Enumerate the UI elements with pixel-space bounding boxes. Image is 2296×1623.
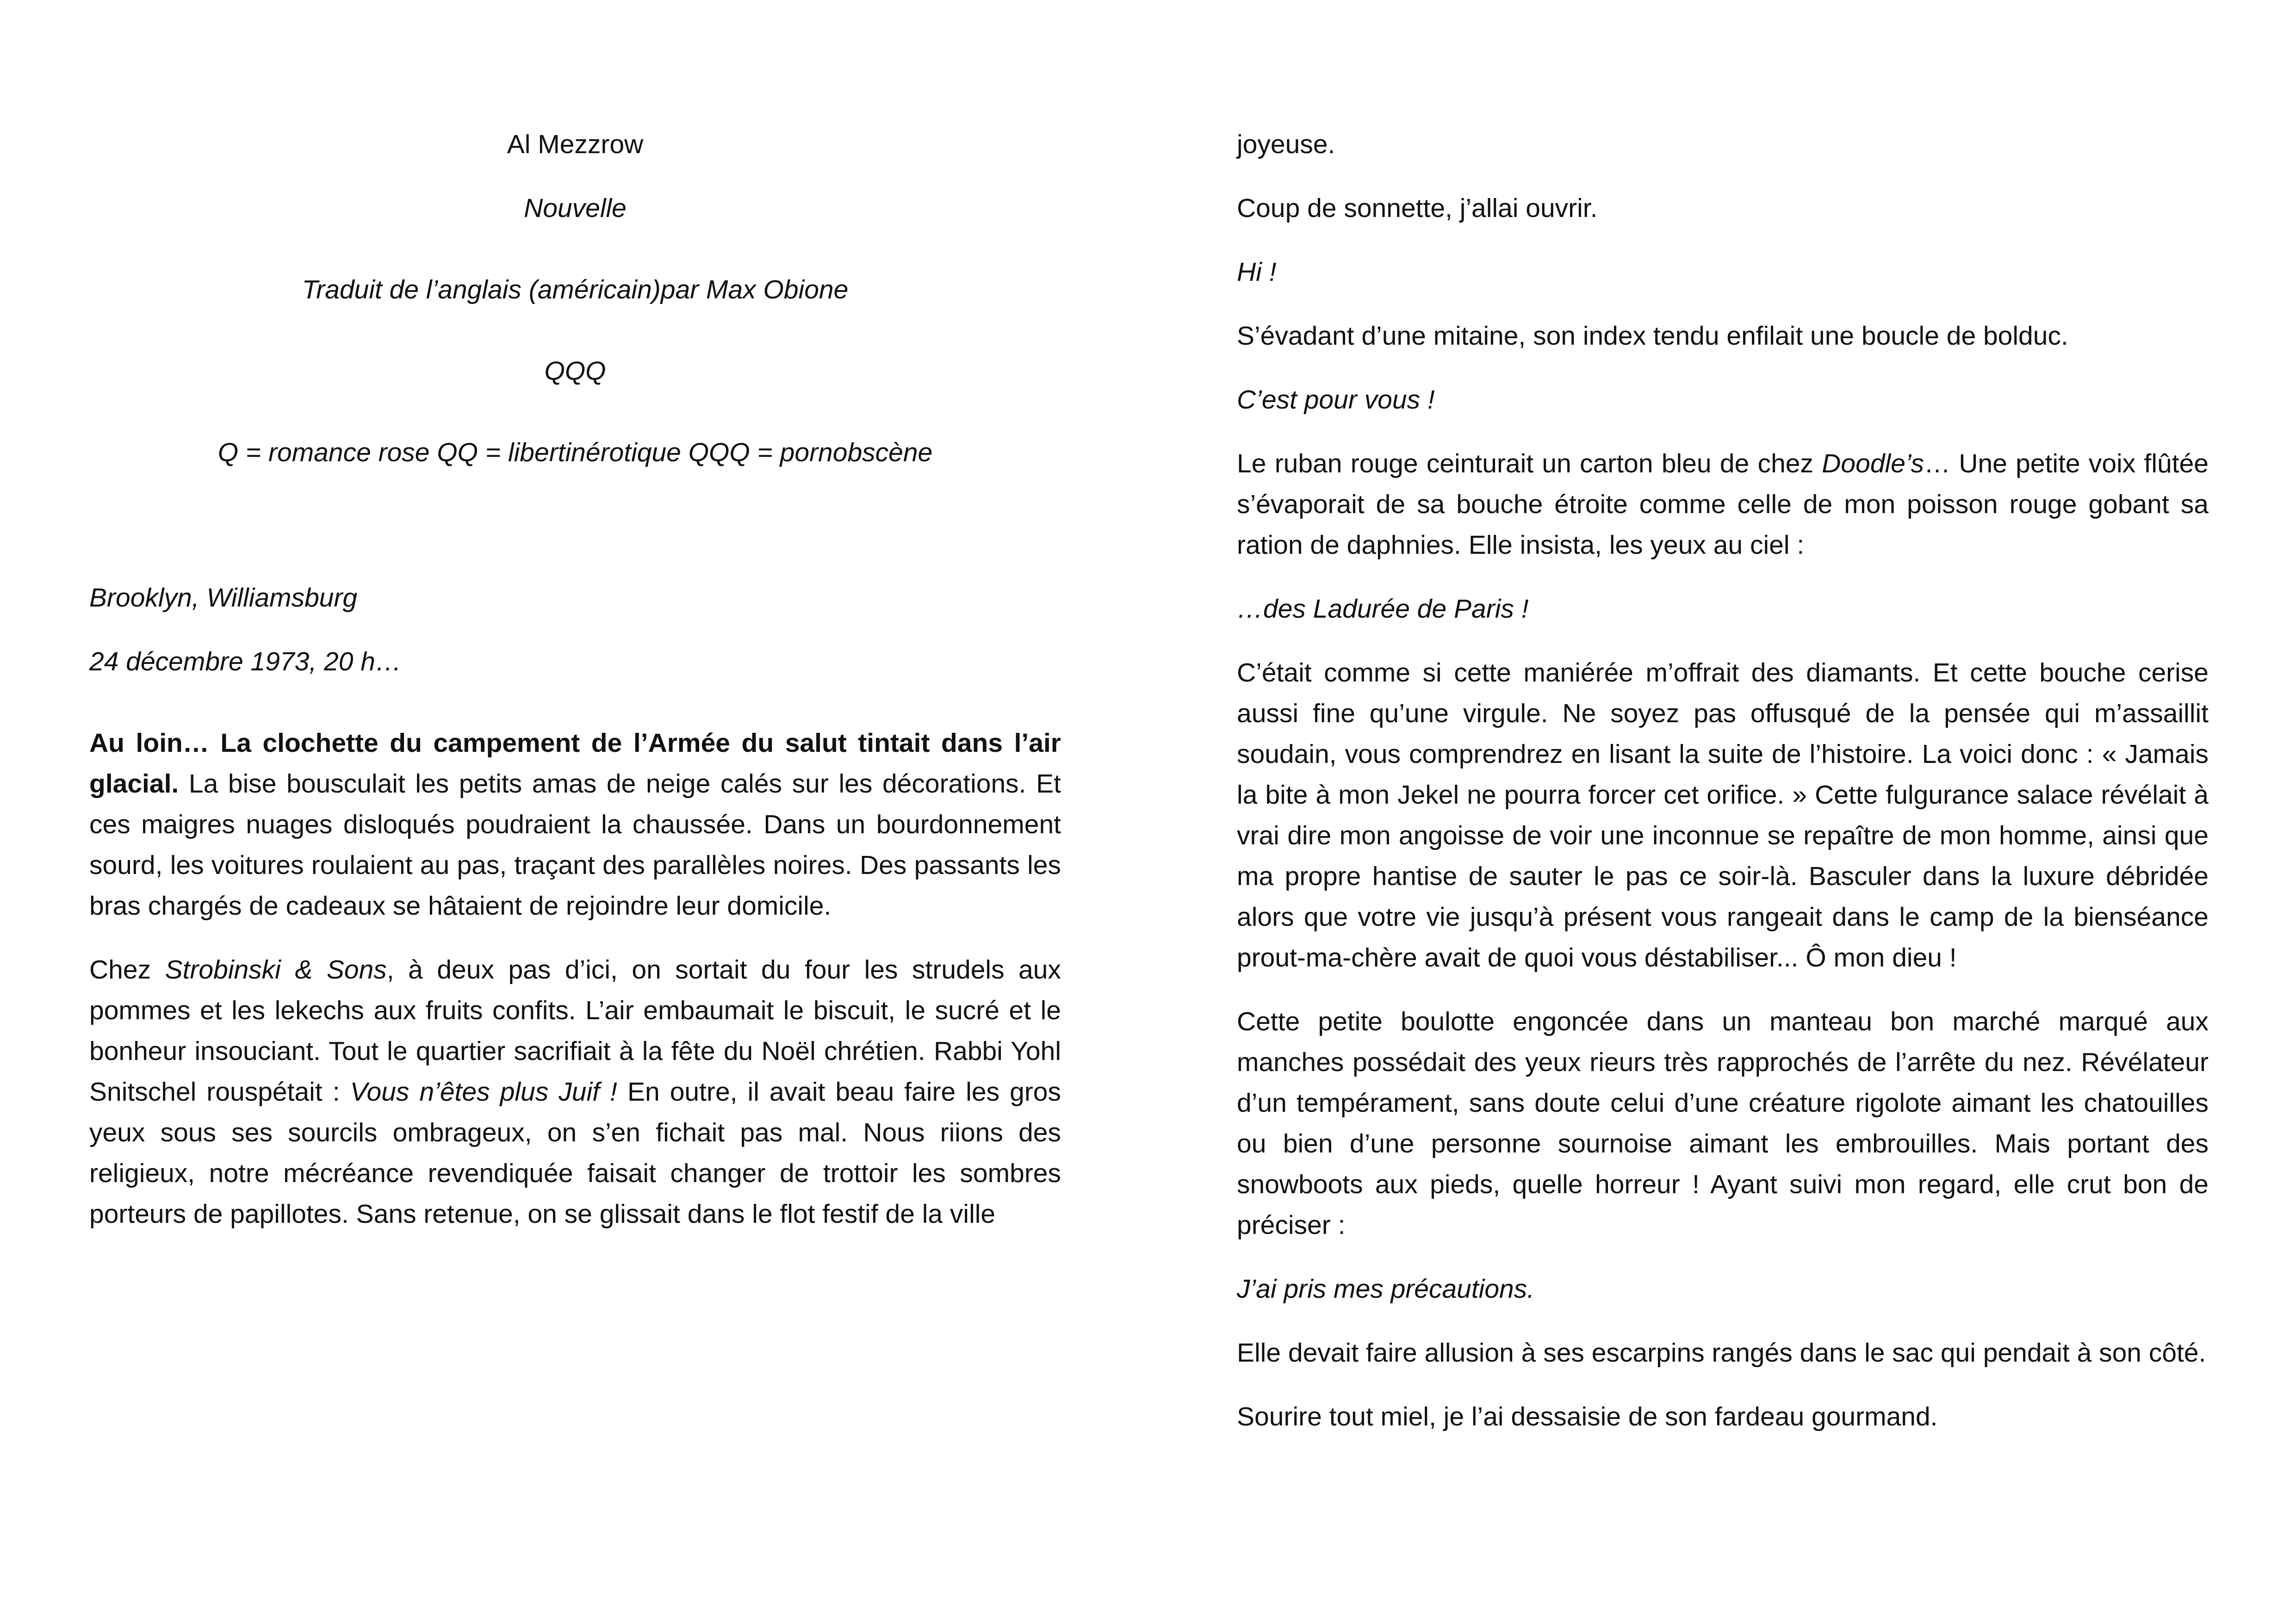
paragraph-escarpins: Elle devait faire allusion à ses escarpins rangés dans le sac qui pendait à son côté. xyxy=(1237,1338,2206,1368)
paragraph-ribbon-start: Le ruban rouge ceinturait un carton bleu de chez xyxy=(1237,449,1822,478)
brand-name: Doodle’s xyxy=(1822,449,1924,478)
paragraph-2-start: Chez xyxy=(89,955,165,985)
dialogue-laduree: …des Ladurée de Paris ! xyxy=(1237,594,1529,624)
paragraph-mitten: S’évadant d’une mitaine, son index tendu enfilait une boucle de bolduc. xyxy=(1237,321,2068,351)
paragraph-ribbon-end: … Une petite voix flûtée s’évaporait de sa bouche étroite comme celle de mon poisson rouge gobant sa ration de daphnies. Elle insista, les yeux au ciel : xyxy=(1237,449,2209,560)
paragraph-smile: Sourire tout miel, je l’ai dessaisie de son fardeau gourmand. xyxy=(1237,1402,1938,1431)
paragraph-doorbell: Coup de sonnette, j’allai ouvrir. xyxy=(1237,193,1598,223)
rabbi-quote: Vous n’êtes plus Juif ! xyxy=(350,1077,617,1107)
genre-label: Nouvelle xyxy=(524,193,627,223)
translator-credit: Traduit de l’anglais (américain)par Max Obione xyxy=(302,275,849,304)
paragraph-continuation: joyeuse. xyxy=(1237,130,1335,159)
story-date: 24 décembre 1973, 20 h… xyxy=(89,647,402,676)
paragraph-2-middle: , à deux pas d’ici, on sortait du four les strudels aux pommes et les lekechs aux fruits confits. L’air embaumait le biscuit, le sucré et le bonheur insouciant. Tout le quartier sacrifiait à la fête du Noël chrétien. Rabbi Yohl Snitschel rouspétait : xyxy=(89,955,1061,1107)
paragraph-1 xyxy=(89,723,1061,926)
paragraph-ribbon xyxy=(1237,443,2209,565)
rating-label: QQQ xyxy=(544,356,606,386)
rating-legend: Q = romance rose QQ = libertinérotique QQQ = pornobscène xyxy=(217,438,933,467)
dialogue-precautions: J’ai pris mes précautions. xyxy=(1237,1274,1535,1304)
left-column xyxy=(89,124,1061,1258)
right-column xyxy=(1237,124,2209,1460)
paragraph-description: Cette petite boulotte engoncée dans un manteau bon marché marqué aux manches possédait des yeux rieurs très rapprochés de l’arrête du nez. Révélateur d’un tempérament, sans doute celui d’une créature rigolote aimant les chatouilles ou bien d’une personne sournoise aimant les embrouilles. Mais portant des snowboots aux pieds, quelle horreur ! Ayant suivi mon regard, elle crut bon de préciser : xyxy=(1237,1007,2209,1240)
dialogue-hi: Hi ! xyxy=(1237,257,1277,287)
shop-name: Strobinski & Sons xyxy=(165,955,387,985)
story-place: Brooklyn, Williamsburg xyxy=(89,583,358,613)
paragraph-1-body: La bise bousculait les petits amas de neige calés sur les décorations. Et ces maigres nuages disloqués poudraient la chaussée. Dans un bourdonnement sourd, les voitures roulaient au pas, traçant des parallèles noires. Des passants les bras chargés de cadeaux se hâtaient de rejoindre leur domicile. xyxy=(89,769,1061,921)
paragraph-2-end: En outre, il avait beau faire les gros yeux sous ses sourcils ombrageux, on s’en fichait pas mal. Nous riions des religieux, notre mécréance revendiquée faisait changer de trottoir les sombres porteurs de papillotes. Sans retenue, on se glissait dans le flot festif de la ville xyxy=(89,1077,1061,1229)
paragraph-1-lead: Au loin… La clochette du campement de l’Armée du salut tintait dans l’air glacial. xyxy=(89,728,1061,799)
dialogue-for-you: C’est pour vous ! xyxy=(1237,385,1435,415)
author-name: Al Mezzrow xyxy=(507,130,644,159)
paragraph-2 xyxy=(89,949,1061,1234)
paragraph-diamonds: C’était comme si cette maniérée m’offrait des diamants. Et cette bouche cerise aussi fine qu’une virgule. Ne soyez pas offusqué de la pensée qui m’assaillit soudain, vous comprendrez en lisant la suite de l’histoire. La voici donc : « Jamais la bite à mon Jekel ne pourra forcer cet orifice. » Cette fulgurance salace révélait à vrai dire mon angoisse de voir une inconnue se repaître de mon homme, ainsi que ma propre hantise de sauter le pas ce soir-là. Basculer dans la luxure débridée alors que votre vie jusqu’à présent vous rangeait dans le camp de la bienséance prout-ma-chère avait de quoi vous déstabiliser... Ô mon dieu ! xyxy=(1237,658,2209,973)
